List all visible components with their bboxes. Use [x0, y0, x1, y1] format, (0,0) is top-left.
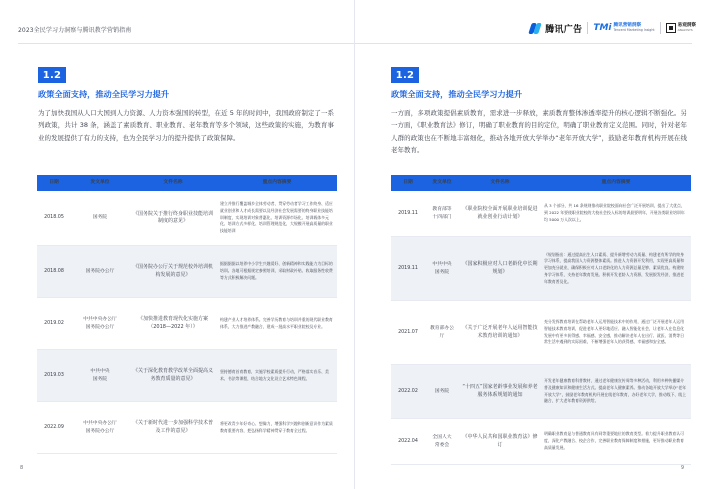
cell-date: 2022.02 [398, 388, 418, 394]
tmi-wordmark-en: Tencent Marketing Insight [613, 27, 655, 32]
tencent-ads-mark-icon [529, 23, 542, 34]
table-row [37, 350, 337, 402]
header-divider [355, 43, 692, 44]
column-header: 日期 [49, 180, 59, 186]
cell-unit: 中共中央办公厅 国务院办公厅 [83, 317, 117, 330]
cell-summary: 建立并推行覆盖城乡全体劳动者、贯穿劳动者学习工作终身、适应就业创业和人才成长需要以及经济社会发展需要的终身职业技能培训制度，实现培训对象普惠化、培训资源市场化、培训载体多元化、培训方式多样化、培训管理规范化，大规模开展高质量的职业技能培训 [220, 201, 333, 234]
cell-date: 2022.09 [44, 424, 64, 430]
analysys-logo [666, 23, 696, 33]
table-row [37, 298, 337, 350]
logo-divider [587, 22, 588, 34]
table-row [391, 365, 691, 419]
logo-divider [660, 22, 661, 34]
cell-summary: 充分发挥教育培训在帮助老年人运用智能技术中的作用，通过广泛开展老年人运用智能技术教育培训，促进老年人更好地适应、融入智能化社会，让老年人在信息化发展中有更多获得感、幸福感、安全感，推动解决老年人在出行、就医、消费等日常生活中遇到的实际困难，不断增强老年人的获得感、幸福感和安全感。 [544, 318, 685, 345]
cell-unit: 中共中央办公厅 国务院办公厅 [83, 421, 117, 434]
table-row [391, 237, 691, 301]
cell-summary: 开发老年健康教育科普教材，通过老年健康宣传周等多种活动，利用多种传播媒介普及健康知识和健康生活方式。提高老年人健康素养。推动各地开放大学举办“老年开放大学”，鼓励老年教育机构开展在线老年教育，办好老年大学，推动线下、线上融合，扩大老年教育资源供给。 [544, 377, 687, 404]
column-header: 发文单位 [432, 180, 452, 186]
cell-name: 《加快推进教育现代化实施方案（2018—2022 年）》 [137, 316, 208, 330]
cell-date: 2019.02 [44, 320, 64, 326]
policy-table [391, 175, 691, 465]
cell-name: 《国务院关于推行终身职业技能培训制度的意见》 [132, 210, 213, 224]
table-row [391, 301, 691, 365]
analysys-mark-icon [666, 23, 676, 33]
tmi-mark-icon: TMi [593, 23, 612, 33]
cell-name: 《职业院校全面开展职业培训促进就业创业行动计划》 [462, 206, 538, 220]
section-paragraph: 为了加快我国从人口大国到人力资源、人力资本强国的转型，在近 5 年的时间中，我国政府制定了一系列政策，共计 38 条，涵盖了素质教育、职业教育、老年教育等多个领域，这些政策的实施，为教育事业的发展提供了有力的支持，也为全民学习力的提升提供了政策保障。 [38, 109, 334, 142]
section-number-badge: 1.2 [391, 67, 419, 83]
cell-date: 2018.05 [44, 215, 64, 221]
cell-name: “十四五”国家老龄事业发展和养老服务体系规划的通知 [462, 384, 538, 398]
table-row [37, 191, 337, 246]
cell-unit: 教育部等 十四部门 [432, 207, 452, 220]
cell-unit: 中共中央 国务院 [90, 369, 110, 382]
logo-group [529, 20, 696, 36]
column-header: 发文单位 [90, 180, 110, 186]
section-title: 政策全面支持，推动全民学习力提升 [38, 89, 170, 99]
cell-summary: 明确职业教育是与普通教育具有同等重要地位的教育类型。着力提升职业教育认可度，深化产教融合、校企合作，完善职业教育保障制度和措施，更好推动职业教育高质量发展。 [544, 431, 685, 450]
analysys-wordmark-cn: 易观洞察 [677, 23, 696, 29]
table-header [391, 175, 691, 191]
page-number: 8 [20, 465, 24, 471]
column-header: 日期 [403, 180, 413, 186]
tencent-marketing-insight-logo [593, 23, 654, 33]
cell-summary: 构建产业人才培养体系。完善学历教育与培训并重的现代职业教育体系，大力推进产教融合，建成一批高水平职业院校及专业。 [220, 316, 333, 329]
cell-summary: 据据据据以培养中小学生兴趣爱好、创新精神和实践能力为目标的培训。各地可根据规定参照培训，采取财政补贴、收取服务性收费等方式积极解决问题。 [220, 261, 333, 280]
cell-name: 《国家积极应对人口老龄化中长期规划》 [462, 261, 538, 275]
right-page [355, 0, 710, 489]
cell-date: 2021.07 [398, 329, 418, 335]
section-title: 政策全面支持，推动全民学习力提升 [391, 89, 523, 99]
tencent-ads-wordmark: 腾讯广告 [545, 24, 583, 35]
header-divider [18, 43, 355, 44]
cell-date: 2019.11 [398, 210, 418, 216]
cell-date: 2019.11 [398, 265, 418, 271]
cell-summary: 从 3 个部分，共 16 条规则推动职业院校面向社会广泛开展培训，提出了大优点，到 2022 年要使职业院校的大校社会投入标的培训最要明年，开展各类职业培训年均 5000 万人次以上。 [544, 203, 685, 222]
section-paragraph: 一方面，多项政策提倡素质教育，需求进一步释放，素质教育整体渗透率提升的核心逻辑不断强化。另一方面，《职业教育法》修订，明确了职业教育的目的定位，明确了职业教育定义范围。同时，针对老年人群的政策也在不断地丰富细化，推动各地开放大学举办“老年开放大学”，鼓励老年教育机构开展在线老年教育。 [391, 109, 687, 155]
cell-unit: 全国人大 常委会 [432, 435, 452, 448]
table-row [391, 419, 691, 465]
policy-table [37, 175, 337, 454]
cell-name: 《关于新时代进一步加强科学技术普及工作的意见》 [132, 420, 213, 434]
table-row [391, 191, 691, 237]
cell-unit: 国务院 [92, 215, 108, 221]
tencent-ads-logo [529, 22, 582, 35]
table-header [37, 175, 337, 191]
column-header: 文件名称 [163, 180, 183, 186]
cell-summary: 将更改青少年好奇心、想像力，增强科学兴趣和创新意识作为素质教育重要内容，把弘扬科学精神贯穿于教育全过程。 [220, 420, 333, 433]
analysys-wordmark-en: ANALYSYS [677, 27, 693, 32]
table-row [37, 246, 337, 298]
cell-date: 2022.04 [398, 438, 418, 444]
cell-name: 《关于深化教育教学改革全面提高义务教育质量的意见》 [132, 368, 213, 382]
cell-summary: 坚持德育首育教育，实施学校素质提升行动，严格落实音乐、美术、书法等课程，结合地方文化设立艺术特色课程。 [220, 368, 329, 381]
cell-name: 《中华人民共和国职业教育法》修订 [462, 434, 538, 448]
cell-name: 《关于广泛开展老年人运用智能技术教育培训的通知》 [462, 325, 538, 339]
cell-unit: 国务院 [434, 388, 450, 394]
report-title: 2023全民学习力洞察与腾讯教学营销指南 [18, 27, 132, 34]
cell-unit: 教育部办公厅 [430, 326, 454, 339]
column-header: 重点内容摘要 [601, 180, 631, 186]
cell-unit: 中共中央 国务院 [432, 262, 452, 275]
cell-summary: 《规划指出：通过提高出生人口素质、提升新增劳动力质量、构建老有所学的终身学习体系，提高我国人力资源整体素质。推进人力资源开发利用，实现更高质量和更加充分就业，确保积极应对人口老龄化的人力资源总量足够、素质优良。构建终身学习体系，支持老年教育发展。积极开发老龄人力资源，发展银发经济，推进老年教育普及化。 [544, 251, 685, 284]
cell-date: 2019.03 [44, 372, 64, 378]
page-number: 9 [680, 465, 684, 471]
cell-unit: 国务院办公厅 [85, 268, 115, 274]
tmi-wordmark-cn: 腾讯营销洞察 [613, 23, 642, 29]
cell-date: 2018.08 [44, 268, 64, 274]
section-number-badge: 1.2 [38, 67, 66, 83]
column-header: 文件名称 [490, 180, 510, 186]
column-header: 重点内容摘要 [262, 180, 292, 186]
cell-name: 《国务院办公厅关于规范校外培训机构发展的意见》 [132, 264, 213, 278]
table-row [37, 402, 337, 454]
